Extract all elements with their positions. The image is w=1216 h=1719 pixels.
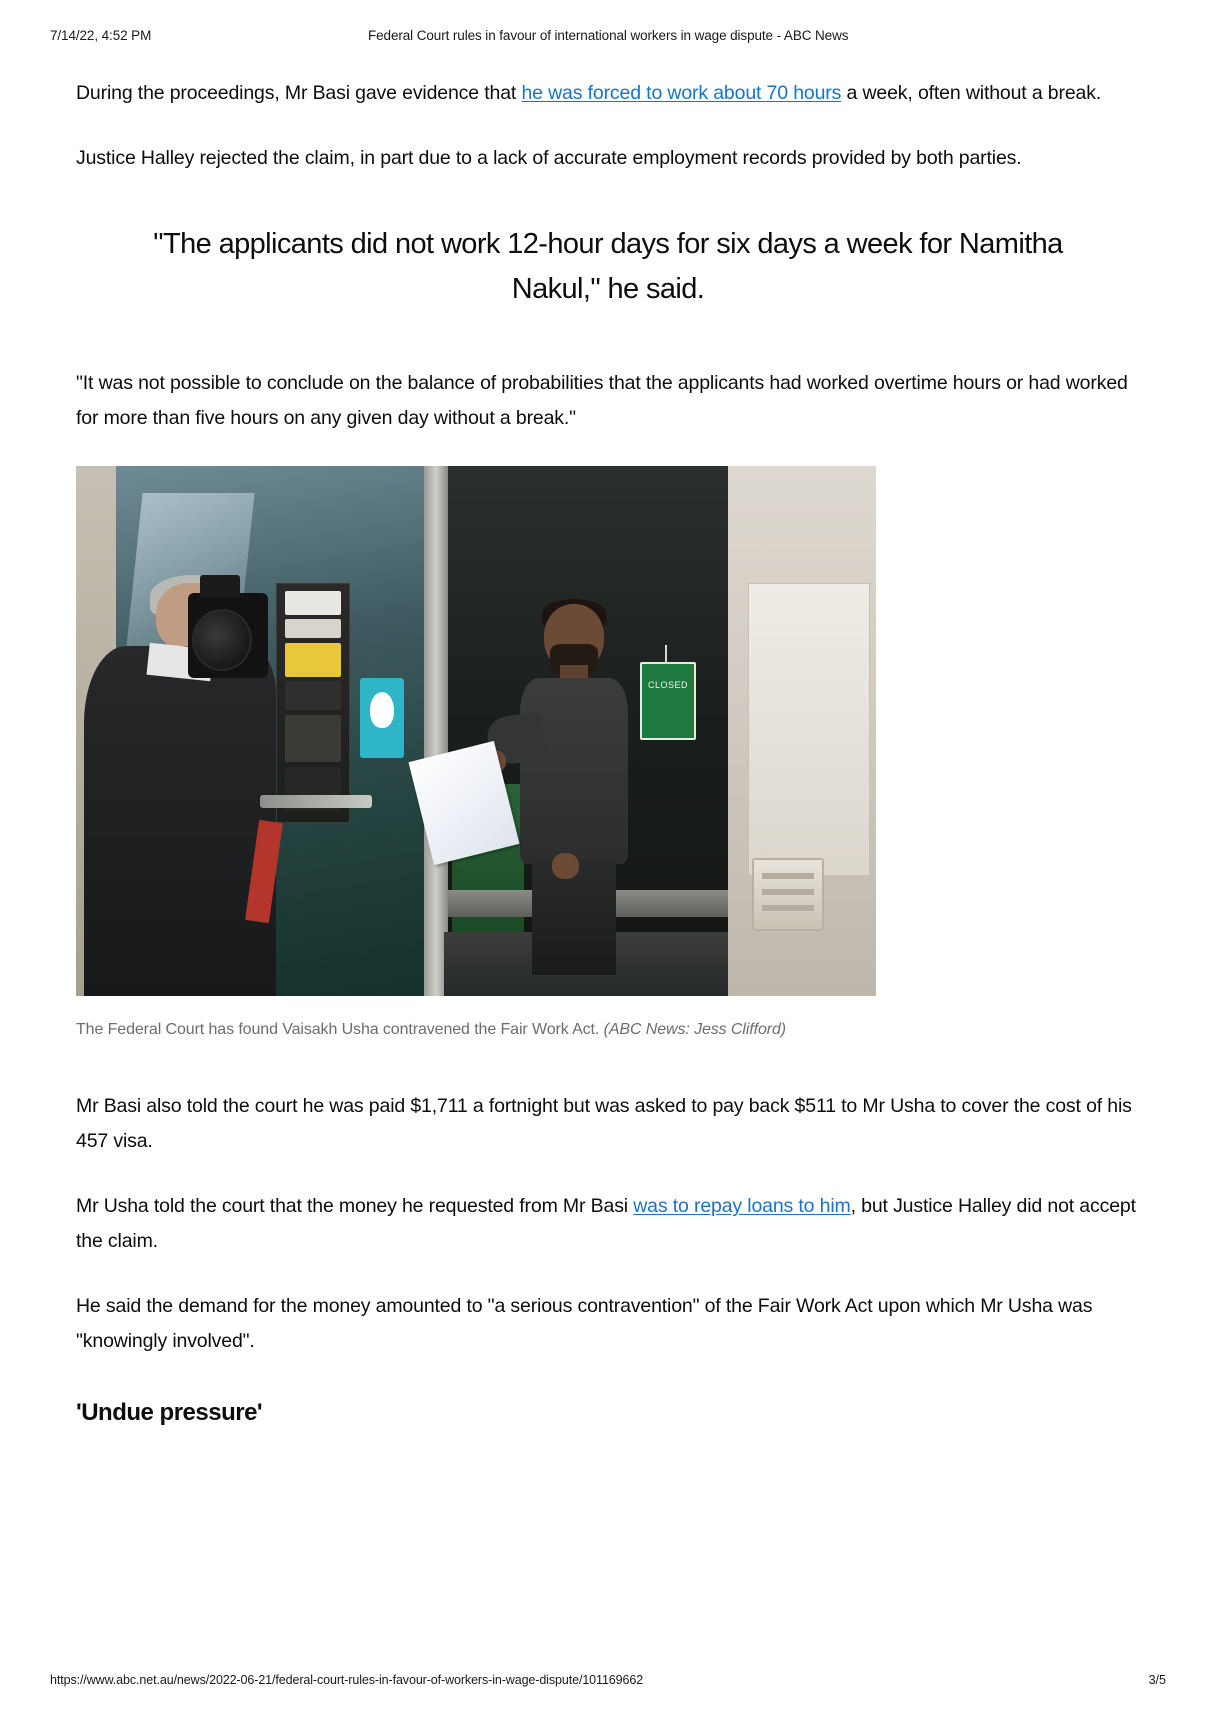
spacer <box>76 1045 1140 1089</box>
paragraph-1 <box>76 76 1140 111</box>
closed-sign-label: CLOSED <box>647 680 688 691</box>
photo-caption-credit: (ABC News: Jess Clifford) <box>603 1021 787 1038</box>
photo-sticker <box>285 591 341 615</box>
print-header <box>0 28 1216 46</box>
paragraph-4: Mr Basi also told the court he was paid $1,711 a fortnight but was asked to pay back $511 to Mr Usha to cover the cost of his 457 visa. <box>76 1095 1132 1152</box>
photo-door-frame <box>424 466 448 996</box>
section-subheading: 'Undue pressure' <box>76 1399 263 1426</box>
photo-camera-lens <box>192 609 252 671</box>
paragraph-5-text-before: Mr Usha told the court that the money he requested from Mr Basi <box>76 1195 634 1217</box>
paragraph-2: Justice Halley rejected the claim, in part due to a lack of accurate employment records provided by both parties. <box>76 147 1022 169</box>
photo-sticker <box>285 619 341 638</box>
link-forced-to-work-hours[interactable]: he was forced to work about 70 hours <box>521 82 842 104</box>
link-repay-loans[interactable]: was to repay loans to him <box>633 1195 851 1217</box>
print-footer <box>0 1673 1216 1691</box>
print-footer-url[interactable]: https://www.abc.net.au/news/2022-06-21/federal-court-rules-in-favour-of-workers-in-wage-dispute/101169662 <box>50 1673 644 1687</box>
photo-man-torso <box>520 678 628 864</box>
article-photo <box>76 466 876 996</box>
paragraph-3: "It was not possible to conclude on the balance of probabilities that the applicants had worked overtime hours or had worked for more than five hours on any given day without a break." <box>76 372 1128 429</box>
photo-teal-sign <box>360 678 404 758</box>
photo-sticker <box>285 681 341 710</box>
paragraph-6: He said the demand for the money amounted to "a serious contravention" of the Fair Work Act upon which Mr Usha was "knowingly involved". <box>76 1295 1093 1352</box>
article-figure <box>76 466 1140 1045</box>
paragraph-1-text-after: a week, often without a break. <box>841 82 1102 104</box>
print-header-title: Federal Court rules in favour of international workers in wage dispute - ABC News <box>368 28 849 43</box>
photo-reporter-body <box>84 646 276 996</box>
photo-closed-sign <box>640 662 696 740</box>
paragraph-1-text-before: During the proceedings, Mr Basi gave evidence that <box>76 82 522 104</box>
photo-caption-text: The Federal Court has found Vaisakh Usha contravened the Fair Work Act. <box>76 1021 604 1038</box>
photo-wall-panel <box>748 583 870 877</box>
photo-sticker <box>285 643 341 676</box>
photo-camera-top <box>200 575 240 599</box>
photo-man-hand-lower <box>552 853 579 880</box>
photo-sticker <box>285 715 341 763</box>
paragraph-5 <box>76 1189 1140 1259</box>
article-content <box>76 76 1140 1427</box>
paragraph-5-text-after: , but Justice Halley did not accept the claim. <box>76 1195 1136 1252</box>
print-footer-page-number: 3/5 <box>1148 1673 1166 1687</box>
photo-door-handle <box>260 795 372 808</box>
pull-quote: "The applicants did not work 12-hour days for six days a week for Namitha Nakul," he said. <box>153 228 1063 305</box>
photo-caption <box>76 1014 876 1045</box>
photo-window-stickers <box>276 583 350 824</box>
photo-wall-vent <box>752 858 824 931</box>
print-header-date: 7/14/22, 4:52 PM <box>50 28 152 43</box>
